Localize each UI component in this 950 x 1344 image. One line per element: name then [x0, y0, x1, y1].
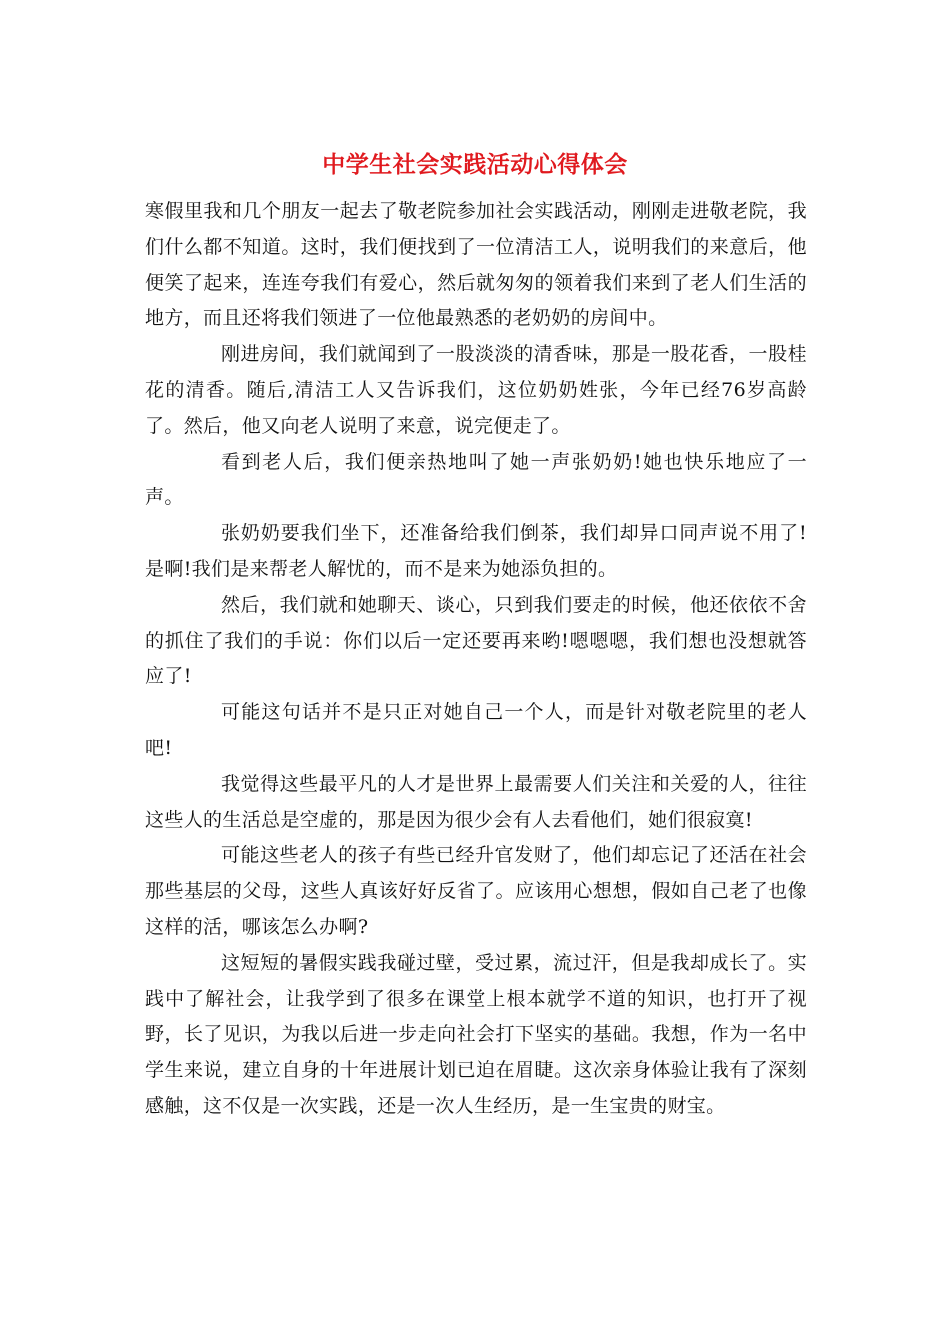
document-body — [145, 194, 807, 1125]
paragraph-4: 张奶奶要我们坐下，还准备给我们倒茶，我们却异口同声说不用了!是啊!我们是来帮老人解忧的，而不是来为她添负担的。 — [145, 522, 807, 580]
paragraph-3: 看到老人后，我们便亲热地叫了她一声张奶奶!她也快乐地应了一声。 — [145, 450, 807, 509]
paragraph-7: 我觉得这些最平凡的人才是世界上最需要人们关注和关爱的人，往往这些人的生活总是空虚的，那是因为很少会有人去看他们，她们很寂寞! — [145, 772, 807, 831]
paragraph-2: 刚进房间，我们就闻到了一股淡淡的清香味，那是一股花香，一股桂花的清香。随后,清洁工人又告诉我们，这位奶奶姓张，今年已经76岁高龄了。然后，他又向老人说明了来意，说完便走了。 — [145, 343, 807, 437]
paragraph-5: 然后，我们就和她聊天、谈心，只到我们要走的时候，他还依依不舍的抓住了我们的手说：你们以后一定还要再来哟!嗯嗯嗯，我们想也没想就答应了! — [145, 593, 807, 688]
paragraph-6: 可能这句话并不是只正对她自己一个人，而是针对敬老院里的老人吧! — [145, 701, 807, 759]
paragraph-8: 可能这些老人的孩子有些已经升官发财了，他们却忘记了还活在社会那些基层的父母，这些人真该好好反省了。应该用心想想，假如自己老了也像这样的活，哪该怎么办啊? — [145, 844, 807, 938]
paragraph-1: 寒假里我和几个朋友一起去了敬老院参加社会实践活动，刚刚走进敬老院，我们什么都不知道。这时，我们便找到了一位清洁工人，说明我们的来意后，他便笑了起来，连连夸我们有爱心，然后就匆匆的领着我们来到了老人们生活的地方，而且还将我们领进了一位他最熟悉的老奶奶的房间中。 — [145, 200, 807, 330]
paragraph-9: 这短短的暑假实践我碰过壁，受过累，流过汗，但是我却成长了。实践中了解社会，让我学到了很多在课堂上根本就学不道的知识，也打开了视野，长了见识，为我以后进一步走向社会打下坚实的基础。我想，作为一名中学生来说，建立自身的十年进展计划已迫在眉睫。这次亲身体验让我有了深刻感触，这不仅是一次实践，还是一次人生经历，是一生宝贵的财宝。 — [145, 951, 807, 1117]
document-title: 中学生社会实践活动心得体会 — [322, 152, 628, 178]
